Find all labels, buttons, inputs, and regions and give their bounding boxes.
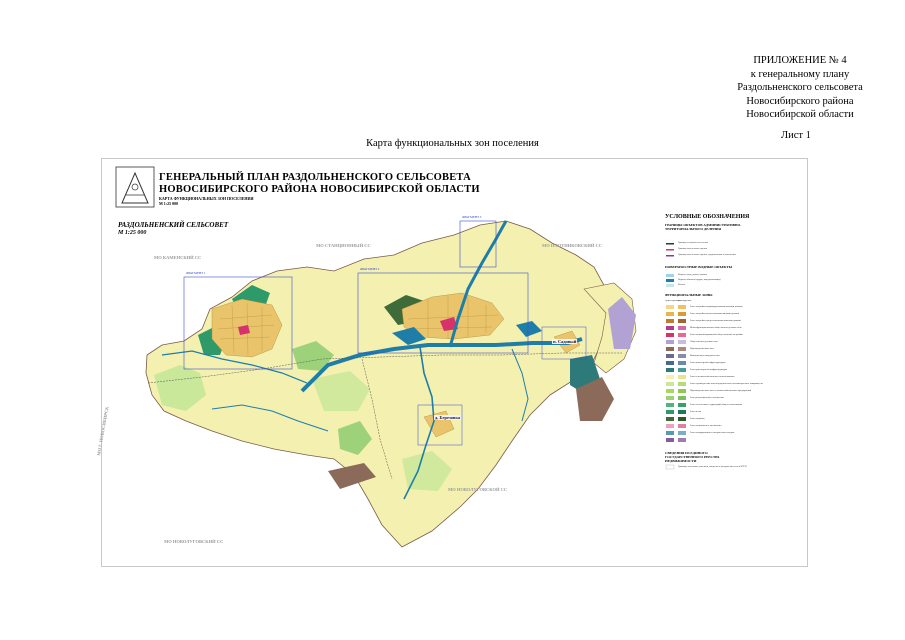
- legend-zone-16: Зона лесов: [690, 410, 702, 413]
- map-header-line-3: КАРТА ФУНКЦИОНАЛЬНЫХ ЗОН ПОСЕЛЕНИЯ: [159, 196, 254, 201]
- legend-zone-2: Зона застройки малоэтажными жилыми домами: [690, 312, 740, 315]
- legend-zone-13: Производственная зона сельскохозяйственных предприятий: [690, 389, 752, 392]
- sheet-number: Лист 1: [781, 130, 811, 141]
- legend-section-registry: СВЕДЕНИЯ ИЗ ЕДИНОГО ГОСУДАРСТВЕННОГО РЕЕСТРА НЕДВИЖИМОСТИ: [665, 451, 720, 463]
- legend-zone-6: Общественно-деловая зона: [690, 340, 718, 343]
- legend-item-w2: Водные объекты (пруды, водохранилища): [678, 278, 721, 281]
- appendix-line-3: Раздольненского сельсовета: [737, 82, 863, 93]
- neighbor-label-kamensky: МО КАМЕНСКИЙ СС: [154, 255, 202, 260]
- neighbor-label-novolugovskoy-south: МО НОВОЛУГОВСКИЙ СС: [164, 539, 224, 544]
- legend-zone-1: Зона застройки индивидуальными жилыми домами: [690, 305, 743, 308]
- legend-item-w3: Болота: [678, 283, 686, 286]
- legend-col-planned: планируемые: [678, 299, 692, 302]
- legend-zone-18: Зона специального назначения: [690, 424, 722, 427]
- appendix-line-1: ПРИЛОЖЕНИЕ № 4: [753, 55, 847, 66]
- legend-zone-19: Зона складирования и захоронения отходов: [690, 431, 735, 434]
- legend-col-existing: существующие: [665, 299, 681, 302]
- neighbor-label-city: МО Г. НОВОСИБИРСК: [96, 406, 110, 456]
- legend-item-w1: Водные пути, ручьи, канавы: [678, 273, 707, 276]
- neighbor-label-novolugovskoy-east: МО НОВОЛУГОВСКОЙ СС: [448, 487, 508, 492]
- map-header-line-2: НОВОСИБИРСКОГО РАЙОНА НОВОСИБИРСКОЙ ОБЛАСТИ: [159, 184, 480, 195]
- legend-item-r1: Границы земельных участков, сведения о которых внесены в ЕГРН: [678, 465, 747, 468]
- legend-section-water: ПОВЕРХНОСТНЫЕ ВОДНЫЕ ОБЪЕКТЫ: [665, 265, 733, 269]
- legend-item-b1: Граница сельского поселения: [678, 241, 709, 244]
- fragment-label-2: ФРАГМЕНТ 2: [360, 267, 380, 271]
- legend-section-zones: ФУНКЦИОНАЛЬНЫЕ ЗОНЫ: [665, 293, 713, 297]
- logo-icon: [116, 167, 154, 207]
- village-label-berezovka: д. Березовка: [435, 415, 461, 420]
- map-header-line-1: ГЕНЕРАЛЬНЫЙ ПЛАН РАЗДОЛЬНЕНСКОГО СЕЛЬСОВЕТА: [159, 172, 471, 183]
- legend-zone-14: Зона рекреационного назначения: [690, 396, 724, 399]
- fragment-label-3: ФРАГМЕНТ 3: [462, 215, 482, 219]
- legend-item-b2: Граница населенного пункта: [678, 247, 708, 250]
- legend-zone-3: Зона застройки среднеэтажными жилыми домами: [690, 319, 741, 322]
- legend-zone-10: Зона транспортной инфраструктуры: [690, 368, 728, 371]
- legend-zone-5: Зона специализированной общественной застройки: [690, 333, 743, 336]
- legend-section-boundaries: ГРАНИЦЫ ОБЪЕКТОВ АДМИНИСТРАТИВНО-ТЕРРИТОРИАЛЬНОГО ДЕЛЕНИЯ: [665, 223, 742, 231]
- neighbor-label-stationny: МО СТАНЦИОННЫЙ СС: [316, 243, 371, 248]
- appendix-line-2: к генеральному плану: [750, 68, 850, 80]
- village-label-sadovy: п. Садовый: [553, 339, 577, 344]
- page-caption: Карта функциональных зон поселения: [366, 138, 539, 149]
- legend-item-b3: Граница населенного пункта, предлагаемая к изменению: [678, 253, 736, 256]
- legend-zone-9: Зона инженерной инфраструктуры: [690, 361, 726, 364]
- legend-zone-4: Многофункциональная общественно-деловая зона: [690, 326, 742, 329]
- map-title: РАЗДОЛЬНЕНСКИЙ СЕЛЬСОВЕТ: [118, 221, 229, 229]
- map-header-line-4: М 1:25 000: [159, 201, 179, 206]
- map-sheet[interactable]: [96, 158, 808, 567]
- legend-zone-11: Зона сельскохозяйственного использования: [690, 375, 735, 378]
- appendix-block: [700, 54, 900, 122]
- fragment-label-1: ФРАГМЕНТ 1: [186, 271, 206, 275]
- legend-title: УСЛОВНЫЕ ОБОЗНАЧЕНИЯ: [665, 214, 750, 220]
- legend-zone-8: Коммунально-складская зона: [690, 354, 720, 357]
- legend-zone-15: Зона озелененных территорий общего пользования: [690, 403, 743, 406]
- legend-zone-17: Зона кладбищ: [690, 417, 705, 420]
- appendix-line-4: Новосибирского района: [746, 95, 854, 107]
- legend-zone-7: Производственная зона: [690, 347, 714, 350]
- map-scale: М 1:25 000: [118, 230, 147, 236]
- neighbor-label-plotnikovsky: МО ПЛОТНИКОВСКИЙ СС: [542, 243, 603, 248]
- appendix-line-5: Новосибирской области: [746, 109, 854, 120]
- legend-zone-12: Зона садоводческих или огороднических некоммерческих товариществ: [690, 382, 763, 385]
